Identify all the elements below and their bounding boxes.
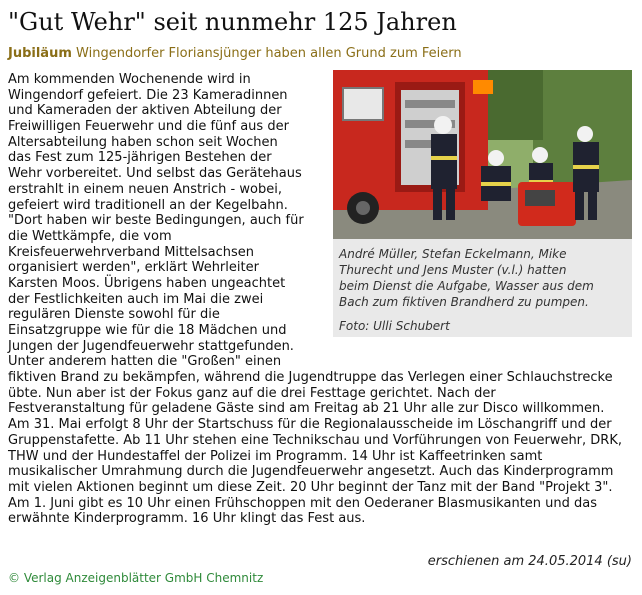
body-line: das Fest zum 125-jährigen Bestehen der [8,150,272,166]
caption-line: Bach zum fiktiven Brandherd zu pumpen. [339,295,589,309]
body-line: Am 1. Juni gibt es 10 Uhr einen Frühschoppen mit den Oederaner Blasmusikanten und das [8,495,598,511]
publisher-copyright: © Verlag Anzeigenblätter GmbH Chemnitz [8,571,264,585]
body-line: Wehr vorbereitet. Und selbst das Gerätehaus [8,166,302,182]
headline: "Gut Wehr" seit nunmehr 125 Jahren [8,8,457,36]
body-line: Am kommenden Wochenende wird in [8,72,251,87]
caption-line: André Müller, Stefan Eckelmann, Mike [339,247,567,261]
kicker: Jubiläum [8,46,72,61]
body-line: regulären Dienste sowohl für die [8,307,220,323]
body-line: und Kameraden der aktiven Abteilung der [8,103,282,119]
body-line: organisiert werden", erklärt Wehrleiter [8,260,259,276]
body-line: Freiwilligen Feuerwehr und die fünf aus der [8,119,289,135]
body-line: Unter anderem hatten die "Großen" einen [8,354,282,370]
publication-date: erschienen am 24.05.2014 (su) [427,554,632,569]
subheadline: Wingendorfer Floriansjünger haben allen Grund zum Feiern [76,46,462,61]
photo-illustration [333,70,632,239]
body-line: Gruppenstafette. Ab 11 Uhr stehen eine Technikschau und Vorführungen von Feuerwehr, DRK, [8,432,622,448]
body-line: "Dort haben wir beste Bedingungen, auch für [8,213,304,229]
body-line: mit vielen Aktionen beginnt um diese Zeit. 20 Uhr beginnt der Tanz mit der Band "Projekt 3". [8,479,613,495]
body-line: die Wettkämpfe, die vom [8,228,172,244]
body-line: Einsatzgruppe wie für die 18 Mädchen und [8,323,287,338]
body-line: fiktiven Brand zu bekämpfen, während die Jugendtruppe das Verlegen einer Schlauchstrecke [8,370,613,386]
fire-brigade-photo [333,70,632,239]
photo-caption [339,246,627,334]
body-line: Wingendorf gefeiert. Die 23 Kameradinnen [8,87,288,103]
photo-credit: Foto: Ulli Schubert [339,319,450,333]
body-line: musikalischer Umrahmung durch die Jugendfeuerwehr angesetzt. Auch das Kinderprogramm [8,464,614,480]
body-line: Karsten Moos. Übrigens haben ungeachtet [8,275,286,291]
body-line: Am 31. Mai erfolgt 8 Uhr der Startschuss für die Regionalausscheide im Löschangriff und der [8,417,612,433]
body-line: THW und der Hundestaffel der Polizei im Programm. 14 Uhr ist Kaffeetrinken samt [8,448,543,464]
body-line: übte. Nun aber ist der Fokus ganz auf die drei Festtage gerichtet. Nach der [8,385,496,401]
body-line: Jungen der Jugendfeuerwehr stattgefunden. [8,338,294,354]
body-line: erwähnte Kinderprogramm. 16 Uhr klingt das Fest aus. [8,511,366,527]
body-line: erstrahlt in einem neuen Anstrich - wobei, [8,181,282,197]
caption-line: beim Dienst die Aufgabe, Wasser aus dem [339,279,594,293]
body-line: Kreisfeuerwehrverband Mittelsachsen [8,244,254,260]
body-line: Festveranstaltung für geladene Gäste sind am Freitag ab 21 Uhr alle zur Disco willkommen. [8,401,605,417]
body-line: gefeiert wird traditionell an der Kegelbahn. [8,197,288,213]
photo-figure [333,70,632,337]
body-line: der Festlichkeiten auch im Mai die zwei [8,291,264,307]
caption-line: Thurecht und Jens Muster (v.l.) hatten [339,263,567,277]
body-line: Altersabteilung haben schon seit Wochen [8,134,278,150]
subheadline-row [8,44,462,64]
